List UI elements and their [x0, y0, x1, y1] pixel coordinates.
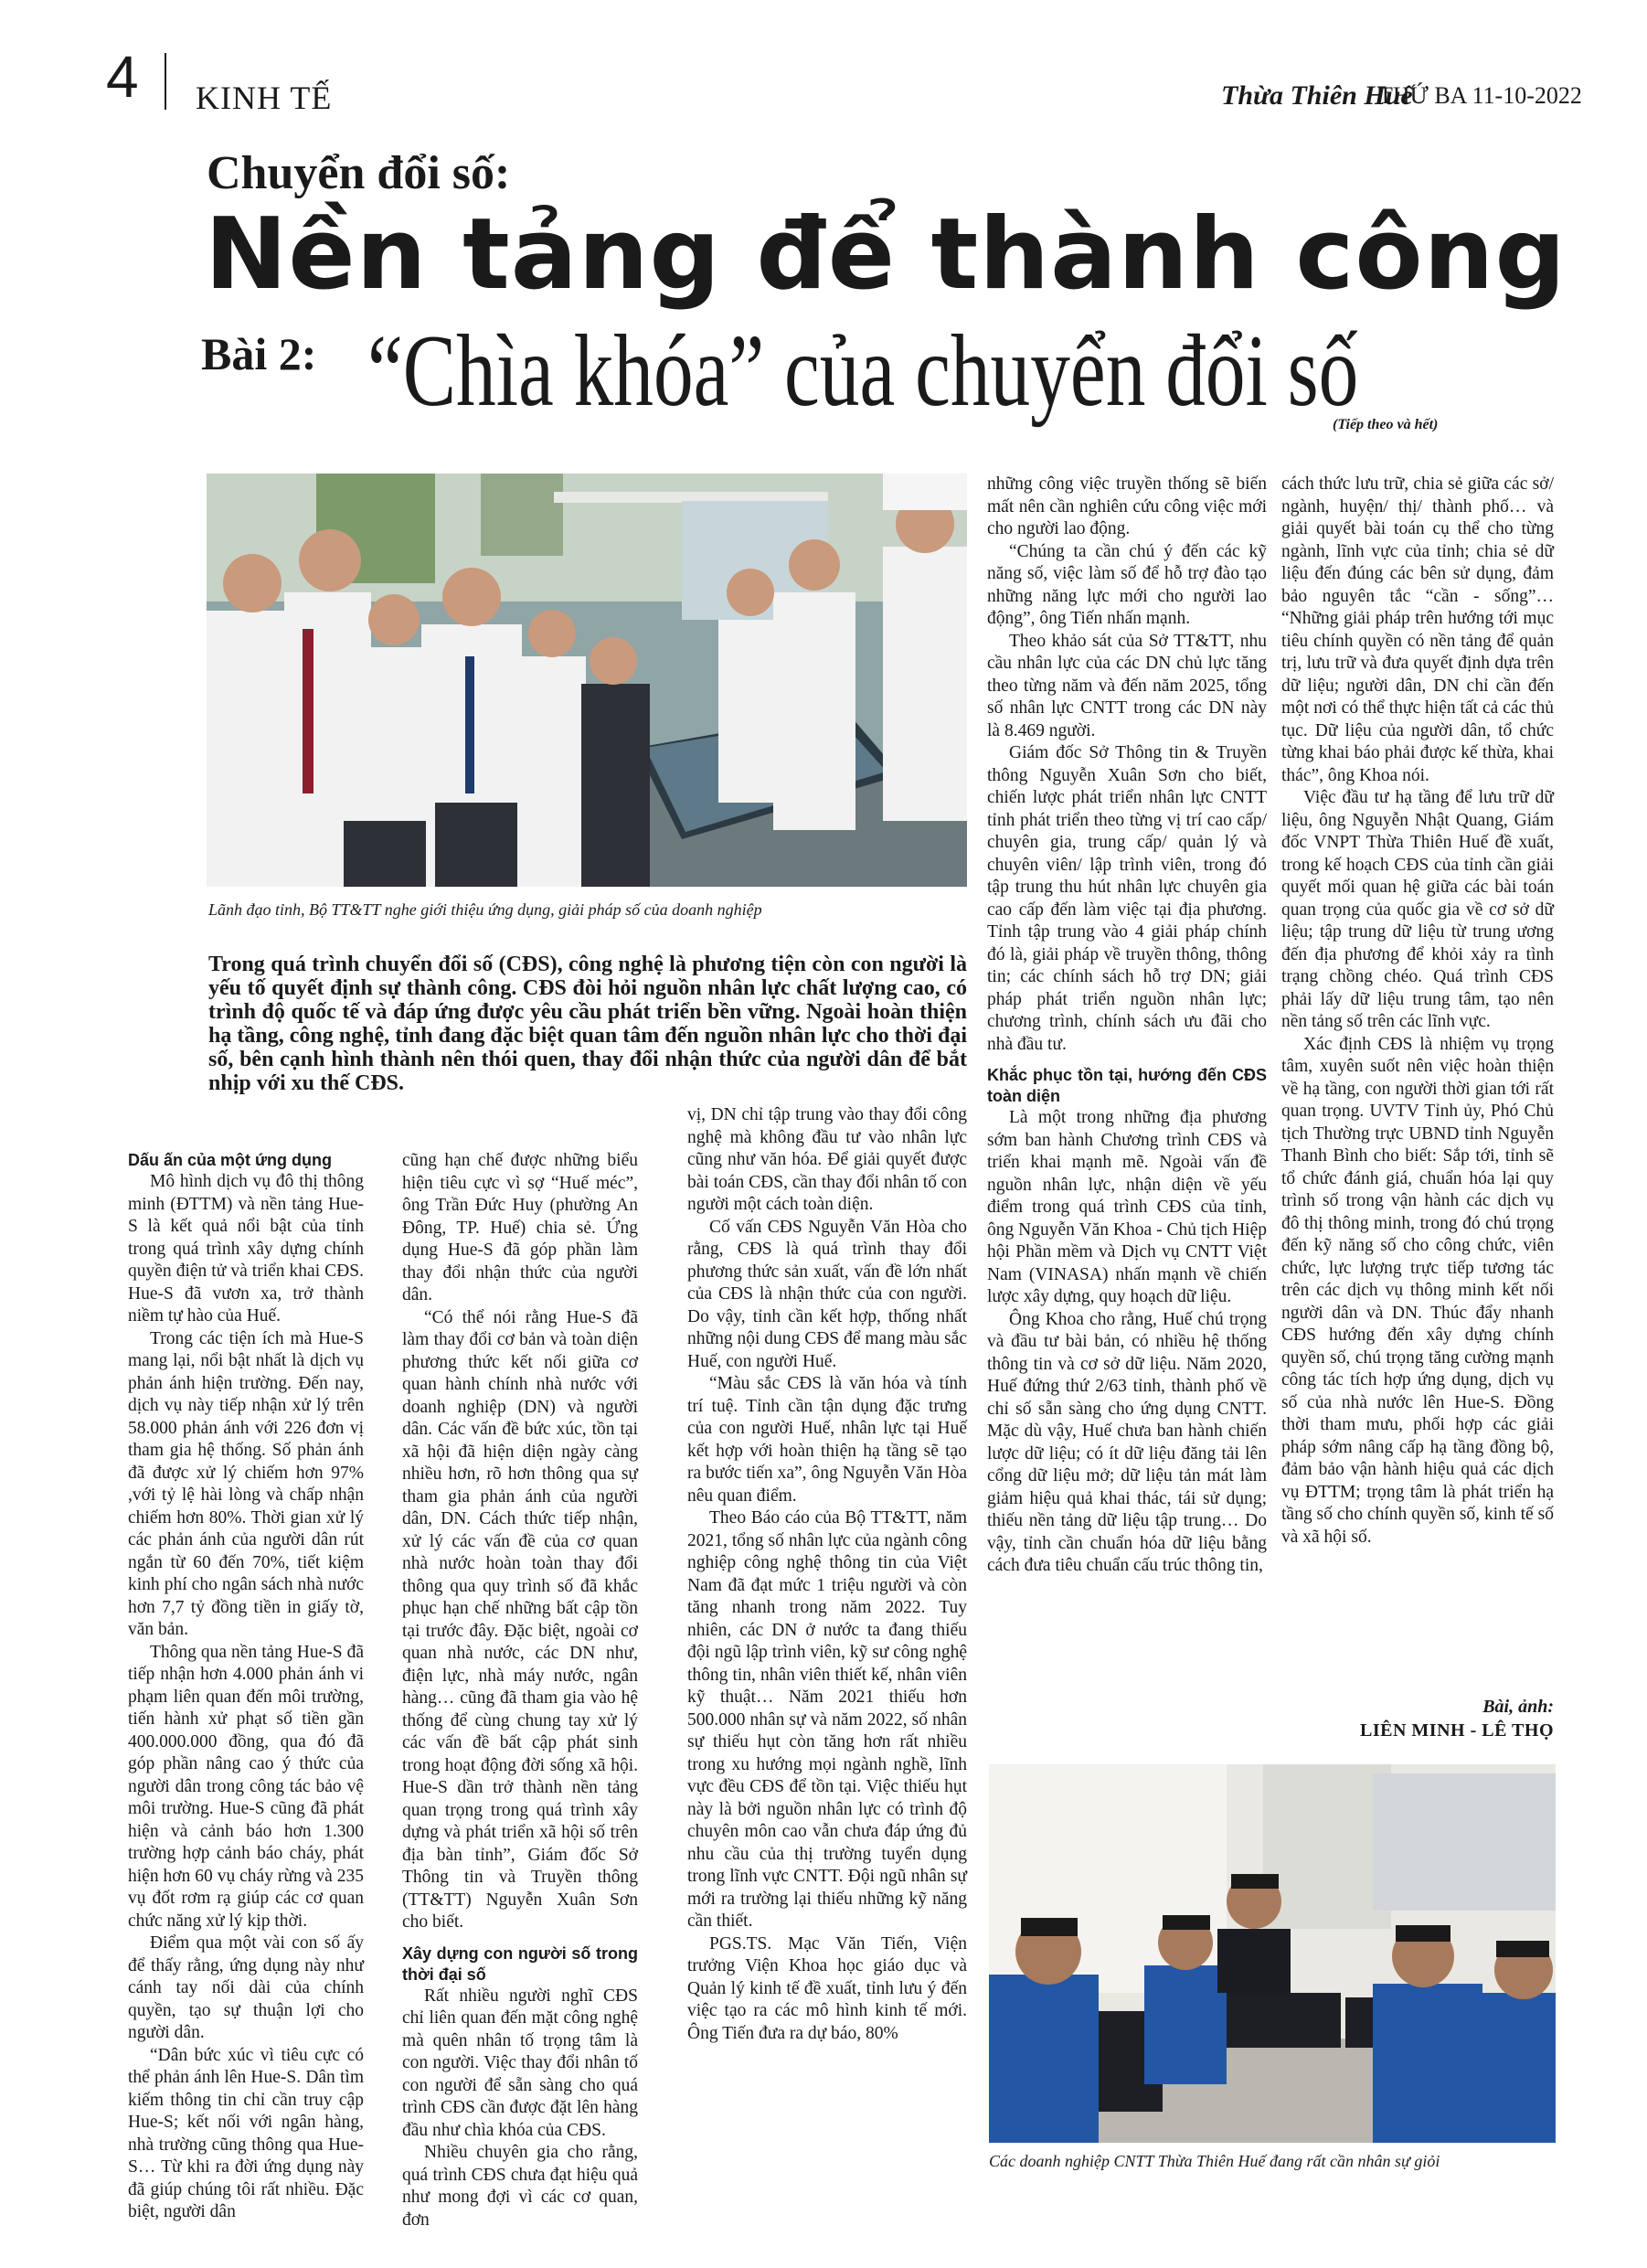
body-paragraph: Rất nhiều người nghĩ CĐS chỉ liên quan đến mặt công nghệ mà quên nhân tố trọng tâm là con người. Việc thay đổi nhân tố con người để sẵn sàng cho quá trình CĐS cần được đặt lên hàng đầu như chìa khóa của CĐS. [402, 1986, 638, 2140]
header-divider [165, 53, 166, 110]
body-paragraph: “Chúng ta cần chú ý đến các kỹ năng số, việc làm số để hỗ trợ đào tạo những năng lực mới cho người lao động”, ông Tiến nhấn mạnh. [987, 541, 1267, 628]
section-subheading: Xây dựng con người số trong thời đại số [402, 1943, 638, 1984]
body-paragraph: Điểm qua một vài con số ấy để thấy rằng, ứng dụng này như cánh tay nối dài của chính quyền, tạo sự thuận lợi cho người dân. [128, 1933, 364, 2042]
article-lead: Trong quá trình chuyển đổi số (CĐS), công nghệ là phương tiện còn con người là yếu tố quyết định sự thành công. CĐS đòi hỏi nguồn nhân lực chất lượng cao, có trình độ quốc tế và đáp ứng được yêu cầu phát triển bền vững. Ngoài hoàn thiện hạ tầng, công nghệ, tỉnh đang đặc biệt quan tâm đến nguồn nhân lực cho thời đại số, bên cạnh hình thành nên thói quen, thay đổi nhận thức của người dân để bắt nhịp với xu thế CĐS. [208, 953, 967, 1095]
body-paragraph: “Dân bức xúc vì tiêu cực có thể phản ánh lên Hue-S. Dân tìm kiếm thông tin chỉ cần truy cập Hue-S; kết nối với ngân hàng, nhà trường cũng thông qua Hue-S… Từ khi ra đời ứng dụng này đã giúp chúng tôi rất nhiều. Đặc biệt, người dân [128, 2045, 364, 2221]
section-subheading: Khắc phục tồn tại, hướng đến CĐS toàn diện [987, 1066, 1267, 1105]
top-photo [207, 474, 967, 887]
top-photo-caption: Lãnh đạo tỉnh, Bộ TT&TT nghe giới thiệu ứng dụng, giải pháp số của doanh nghiệp [208, 900, 762, 919]
byline-authors: LIÊN MINH - LÊ THỌ [1360, 1720, 1554, 1741]
byline-label: Bài, ảnh: [1482, 1697, 1554, 1717]
body-paragraph: Xác định CĐS là nhiệm vụ trọng tâm, xuyên suốt nên việc hoàn thiện về hạ tầng, con người thời gian tới rất quan trọng. UVTV Tỉnh ủy, Phó Chủ tịch Thường trực UBND tỉnh Nguyễn Thanh Bình cho biết: Sắp tới, tỉnh sẽ tổ chức đánh giá, chuẩn hóa lại quy trình số trong vận hành các dịch vụ đô thị thông minh, trong đó chú trọng đến kỹ năng số cho công chức, viên chức, lực lượng trực tiếp tương tác trên các dịch vụ thông minh kết nối người dân và DN. Thúc đẩy nhanh CĐS hướng đến xây dựng chính quyền số, chú trọng tăng cường mạnh công tác tích hợp ứng dụng, dịch vụ số của nhà nước lên Hue-S. Đồng thời tham mưu, phối hợp các giải pháp sớm nâng cấp hạ tầng đồng bộ, đảm bảo vận hành hiệu quả các dịch vụ ĐTTM; trọng tâm là phát triển hạ tầng số cho chính quyền số, kinh tế số và xã hội số. [1281, 1034, 1554, 1547]
article-headline: Nền tảng để thành công [205, 197, 1567, 312]
body-paragraph: Theo khảo sát của Sở TT&TT, nhu cầu nhân lực của các DN chủ lực tăng theo từng năm và đến năm 2025, tổng số nhân lực CNTT trong các DN này là 8.469 người. [987, 631, 1267, 740]
bottom-photo [989, 1764, 1556, 2143]
body-paragraph: Mô hình dịch vụ đô thị thông minh (ĐTTM) và nền tảng Hue-S là kết quả nổi bật của tỉnh trong quá trình xây dựng chính quyền điện tử và triển khai CĐS. Hue-S đã vươn xa, trở thành niềm tự hào của Huế. [128, 1172, 364, 1326]
body-paragraph: Là một trong những địa phương sớm ban hành Chương trình CĐS và triển khai mạnh mẽ. Ngoài vấn đề nguồn nhân lực, nhận diện về yếu điểm trong quá trình CĐS của tỉnh, ông Nguyễn Văn Khoa - Chủ tịch Hiệp hội Phần mềm và Dịch vụ CNTT Việt Nam (VINASA) nhấn mạnh về chiến lược xây dựng, quy hoạch dữ liệu. [987, 1108, 1267, 1306]
body-paragraph: Thông qua nền tảng Hue-S đã tiếp nhận hơn 4.000 phản ánh vi phạm liên quan đến môi trường, tiến hành xử phạt số tiền gần 400.000.000 đồng, qua đó đã góp phần nâng cao ý thức của người dân trong công tác bảo vệ môi trường. Hue-S cũng đã phát hiện và cảnh báo hơn 1.300 trường hợp cảnh báo cháy, phát hiện hơn 60 vụ cháy rừng và 235 vụ đốt rơm rạ giúp các cơ quan chức năng xử lý kịp thời. [128, 1642, 364, 1931]
byline [1283, 1695, 1554, 1742]
article-subheadline: “Chìa khóa” của chuyển đổi số [367, 314, 1359, 428]
body-column-2 [402, 1150, 638, 2231]
body-paragraph: “Có thể nói rằng Hue-S đã làm thay đổi cơ bản và toàn diện phương thức kết nối giữa cơ quan hành chính nhà nước với doanh nghiệp (DN) và người dân. Các vấn đề bức xúc, tồn tại xã hội đã hiện diện ngày càng nhiều hơn, rõ hơn thông qua sự tham gia phản ánh của người dân, DN. Cách thức tiếp nhận, xử lý các vấn đề của cơ quan nhà nước hoàn toàn thay đổi thông qua quy trình số đã khắc phục hạn chế những bất cập tồn tại trước đây. Đặc biệt, ngoài cơ quan nhà nước, các DN như, điện lực, nhà máy nước, ngân hàng… cũng đã tham gia vào hệ thống để cùng chung tay xử lý các vấn đề bất cập phát sinh trong hoạt động đời sống xã hội. Hue-S dần trở thành nền tảng quan trọng trong quá trình xây dựng và phát triển xã hội số trên địa bàn tỉnh”, Giám đốc Sở Thông tin và Truyền thông (TT&TT) Nguyễn Xuân Sơn cho biết. [402, 1307, 638, 1932]
section-name: KINH TẾ [196, 80, 333, 116]
bottom-photo-caption: Các doanh nghiệp CNTT Thừa Thiên Huế đang rất cần nhân sự giỏi [989, 2152, 1440, 2170]
publication-name: Thừa Thiên Huế [1221, 80, 1413, 111]
body-column-5 [1281, 474, 1554, 1549]
issue-date: THỨ BA 11-10-2022 [1378, 82, 1582, 109]
body-paragraph: Ông Khoa cho rằng, Huế chú trọng và đầu tư bài bản, có nhiều hệ thống thông tin và cơ sở dữ liệu. Năm 2020, Huế đứng thứ 2/63 tỉnh, thành phố về chỉ số sẵn sàng cho ứng dụng CNTT. Mặc dù vậy, Huế chưa ban hành chiến lược dữ liệu; có ít dữ liệu đăng tải lên cổng dữ liệu mở; dữ liệu tản mát làm giảm hiệu quả khai thác, tái sử dụng; thiếu nền tảng dữ liệu tập trung… Do vậy, tỉnh cần chuẩn hóa dữ liệu bằng cách đưa tiêu chuẩn cấu trúc thông tin, [987, 1309, 1267, 1575]
body-paragraph: Theo Báo cáo của Bộ TT&TT, năm 2021, tổng số nhân lực của ngành công nghiệp công nghệ thông tin của Việt Nam đã đạt mức 1 triệu người và còn tăng nhanh trong năm 2022. Tuy nhiên, các DN ở nước ta đang thiếu đội ngũ lập trình viên, kỹ sư công nghệ thông tin, nhân viên thiết kế, nhân viên kỹ thuật… Năm 2021 thiếu hơn 500.000 nhân sự và năm 2022, số nhân sự thiếu hụt còn tăng hơn rất nhiều trong xu hướng mọi ngành nghề, lĩnh vực đều CĐS để tồn tại. Việc thiếu hụt này là bởi nguồn nhân lực có trình độ chuyên môn cao vẫn chưa đáp ứng đủ nhu cầu của thị trường tuyển dụng trong lĩnh vực CNTT. Đội ngũ nhân sự mới ra trường lại thiếu những kỹ năng cần thiết. [687, 1508, 967, 1931]
top-photo-illustration [207, 474, 967, 887]
body-paragraph: “Màu sắc CĐS là văn hóa và tính trí tuệ. Tỉnh cần tận dụng đặc trưng của con người Huế, nhân lực tại Huế kết hợp với hoàn thiện hạ tầng sẽ tạo ra bước tiến xa”, ông Nguyễn Văn Hòa nêu quan điểm. [687, 1374, 967, 1506]
body-paragraph: PGS.TS. Mạc Văn Tiến, Viện trưởng Viện Khoa học giáo dục và Quản lý kinh tế đề xuất, tỉnh lưu ý đến việc tạo ra các mô hình kinh tế mới. Ông Tiến đưa ra dự báo, 80% [687, 1933, 967, 2043]
continued-note: (Tiếp theo và hết) [1333, 417, 1439, 432]
bottom-photo-illustration [989, 1764, 1556, 2143]
body-paragraph: cũng hạn chế được những biểu hiện tiêu cực vì sợ “Huế méc”, ông Trần Đức Huy (phường An Đông, TP. Huế) chia sẻ. Ứng dụng Hue-S đã góp phần làm thay đổi nhận thức của người dân. [402, 1151, 638, 1304]
body-paragraph: Việc đầu tư hạ tầng để lưu trữ dữ liệu, ông Nguyễn Nhật Quang, Giám đốc VNPT Thừa Thiên Huế đề xuất, trong kế hoạch CĐS của tỉnh cần giải quyết mối quan hệ giữa các bài toán quan trọng của quốc gia về cơ sở dữ liệu; tập trung dữ liệu từ trung ương đến địa phương để khỏi xảy ra tình trạng chồng chéo. Quá trình CĐS phải lấy dữ liệu trung tâm, tạo nên nền tảng số trên các lĩnh vực. [1281, 788, 1554, 1031]
body-column-3 [687, 1104, 967, 2045]
body-paragraph: Giám đốc Sở Thông tin & Truyền thông Nguyễn Xuân Sơn cho biết, chiến lược phát triển nhân lực CNTT tỉnh phát triển theo từng vị trí cao cấp/ chuyên gia, trung cấp/ quản lý và chuyên viên/ lập trình viên, trong đó tập trung thu hút nhân lực chuyên gia cao cấp đến làm việc tại địa phương. Tỉnh tập trung vào 4 giải pháp chính đó là, giải pháp về truyền thông, thông tin; các chính sách hỗ trợ DN; giải pháp phát triển nguồn nhân lực; chương trình, chính sách ưu đãi cho nhà đầu tư. [987, 743, 1267, 1054]
part-label: Bài 2: [201, 328, 317, 379]
article-kicker: Chuyển đổi số: [207, 147, 511, 199]
body-paragraph: Nhiều chuyên gia cho rằng, quá trình CĐS chưa đạt hiệu quả như mong đợi vì các cơ quan, đơn [402, 2143, 638, 2230]
body-column-1 [128, 1150, 364, 2224]
body-paragraph: Cố vấn CĐS Nguyễn Văn Hòa cho rằng, CĐS là quá trình thay đổi phương thức sản xuất, vấn đề lớn nhất của CĐS là nhận thức của con người. Do vậy, tỉnh cần kết hợp, thống nhất những nội dung CĐS để mang màu sắc Huế, con người Huế. [687, 1217, 967, 1371]
section-subheading: Dấu ấn của một ứng dụng [128, 1151, 333, 1169]
body-paragraph: Trong các tiện ích mà Hue-S mang lại, nổi bật nhất là dịch vụ phản ánh hiện trường. Đến nay, dịch vụ này tiếp nhận xử lý trên 58.000 phản ánh với 226 đơn vị tham gia hệ thống. Số phản ánh đã được xử lý chiếm hơn 97% ,với tỷ lệ hài lòng và chấp nhận chiếm hơn 80%. Thời gian xử lý các phản ánh của người dân rút ngắn từ 60 đến 70%, tiết kiệm kinh phí cho ngân sách nhà nước hơn 7,7 tỷ đồng tiền in giấy tờ, văn bản. [128, 1328, 364, 1639]
body-paragraph: vị, DN chỉ tập trung vào thay đổi công nghệ mà không đầu tư vào nhân lực cũng như văn hóa. Để giải quyết được bài toán CĐS, cần thay đổi nhân tố con người một cách toàn diện. [687, 1105, 967, 1214]
body-paragraph: cách thức lưu trữ, chia sẻ giữa các sở/ ngành, huyện/ thị/ thành phố… và giải quyết bài toán cụ thể cho từng ngành, lĩnh vực của tỉnh; chia sẻ dữ liệu đến đúng các bên sử dụng, đảm bảo nguyên tắc “cần - sống”… “Những giải pháp trên hướng tới mục tiêu chính quyền có nền tảng để quản trị, lưu trữ và đưa quyết định dựa trên dữ liệu; người dân, DN chỉ cần đến một nơi có thể thực hiện tất cả các thủ tục. Dữ liệu của người dân, tổ chức từng khai báo phải được kế thừa, khai thác”, ông Khoa nói. [1281, 474, 1554, 785]
page-number: 4 [106, 44, 139, 110]
body-paragraph: những công việc truyền thống sẽ biến mất nên cần nghiên cứu công việc mới cho người lao động. [987, 474, 1267, 538]
body-column-4 [987, 474, 1267, 1578]
